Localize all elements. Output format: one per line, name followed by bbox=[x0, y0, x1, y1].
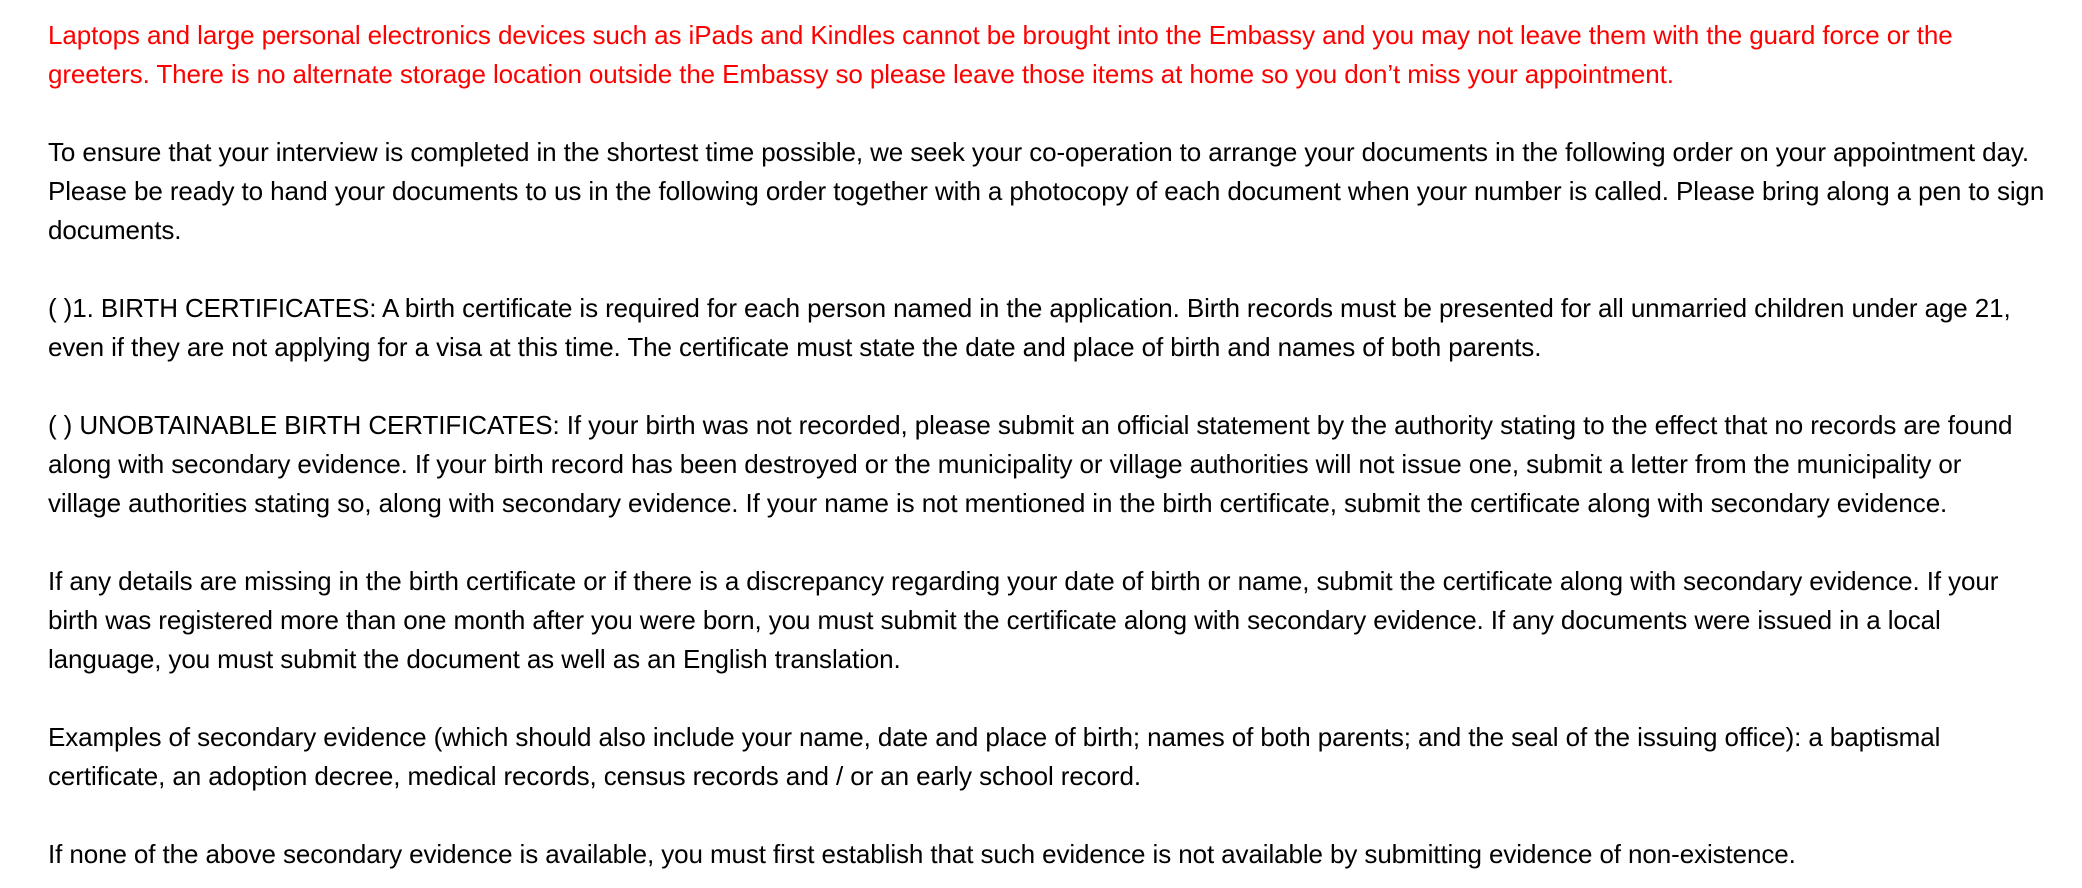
intro-line: To ensure that your interview is completed in the shortest time possible, we seek your co-operation to arrange your documents in the following order on your appointment day. bbox=[48, 137, 2029, 167]
warning-line: greeters. There is no alternate storage location outside the Embassy so please leave those items at home so you don’t miss your appointment. bbox=[48, 59, 1674, 89]
unobtainable-paragraph bbox=[48, 406, 2068, 523]
examples-line: certificate, an adoption decree, medical records, census records and / or an early school record. bbox=[48, 761, 1141, 791]
no-evidence-line: If none of the above secondary evidence is available, you must first establish that such evidence is not available by submitting evidence of non-existence. bbox=[48, 839, 1796, 869]
intro-line: documents. bbox=[48, 215, 182, 245]
missing-details-line: If any details are missing in the birth certificate or if there is a discrepancy regarding your date of birth or name, submit the certificate along with secondary evidence. If your bbox=[48, 566, 1999, 596]
missing-details-paragraph bbox=[48, 562, 2068, 679]
unobtainable-line: village authorities stating so, along with secondary evidence. If your name is not mentioned in the birth certificate, submit the certificate along with secondary evidence. bbox=[48, 488, 1948, 518]
intro-line: Please be ready to hand your documents to us in the following order together with a photocopy of each document when your number is called. Please bring along a pen to sign bbox=[48, 176, 2045, 206]
unobtainable-line: along with secondary evidence. If your birth record has been destroyed or the municipality or village authorities will not issue one, submit a letter from the municipality or bbox=[48, 449, 1962, 479]
secondary-evidence-examples-paragraph bbox=[48, 718, 2068, 796]
intro-paragraph bbox=[48, 133, 2068, 250]
birth-certificates-paragraph bbox=[48, 289, 2068, 367]
document-page bbox=[48, 16, 2068, 874]
electronics-warning bbox=[48, 16, 2068, 94]
birth-certificates-line: ( )1. BIRTH CERTIFICATES: A birth certificate is required for each person named in the application. Birth records must be presented for all unmarried children under age 21, bbox=[48, 293, 2011, 323]
missing-details-line: language, you must submit the document as well as an English translation. bbox=[48, 644, 901, 674]
birth-certificates-line: even if they are not applying for a visa at this time. The certificate must state the date and place of birth and names of both parents. bbox=[48, 332, 1542, 362]
missing-details-line: birth was registered more than one month after you were born, you must submit the certificate along with secondary evidence. If any documents were issued in a local bbox=[48, 605, 1941, 635]
unobtainable-line: ( ) UNOBTAINABLE BIRTH CERTIFICATES: If your birth was not recorded, please submit an official statement by the authority stating to the effect that no records are found bbox=[48, 410, 2013, 440]
examples-line: Examples of secondary evidence (which should also include your name, date and place of birth; names of both parents; and the seal of the issuing office): a baptismal bbox=[48, 722, 1941, 752]
no-evidence-paragraph bbox=[48, 835, 2068, 874]
warning-line: Laptops and large personal electronics devices such as iPads and Kindles cannot be brought into the Embassy and you may not leave them with the guard force or the bbox=[48, 20, 1953, 50]
